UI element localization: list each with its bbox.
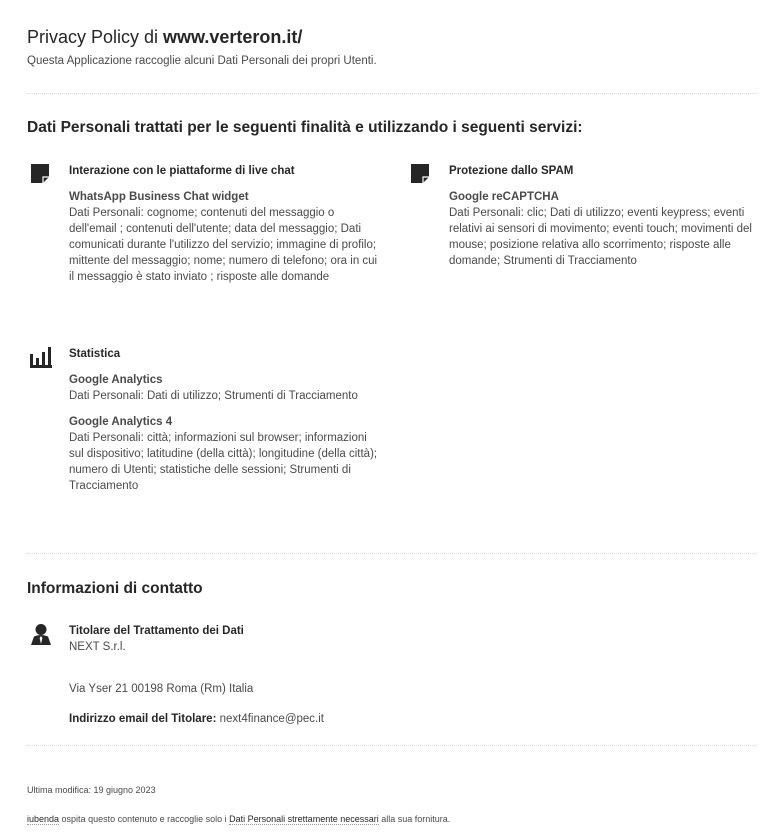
- purpose-title: Statistica: [69, 348, 121, 360]
- hosting-text: ospita questo contenuto e raccoglie solo i: [59, 814, 230, 824]
- necessary-data-link[interactable]: Dati Personali strettamente necessari: [229, 814, 379, 824]
- spam-protection-icon: [410, 163, 432, 185]
- iubenda-link[interactable]: iubenda: [27, 814, 60, 824]
- hosting-notice: [27, 813, 450, 825]
- service-name: WhatsApp Business Chat widget: [69, 191, 249, 203]
- hosting-text-end: alla sua fornitura.: [378, 814, 451, 824]
- service-data-list: Dati Personali: Dati di utilizzo; Strumenti di Tracciamento: [69, 390, 358, 402]
- owner-email: next4finance@pec.it: [219, 713, 324, 725]
- owner-address: Via Yser 21 00198 Roma (Rm) Italia: [69, 683, 254, 695]
- bar-chart-icon: [30, 346, 52, 368]
- last-modified: Ultima modifica: 19 giugno 2023: [27, 785, 156, 795]
- service-data-list: Dati Personali: cognome; contenuti del messaggio o dell'email ; contenuti dell'utente; data del messaggio; Dati comunicati durante l'utilizzo del servizio; immagine di profilo; mittente del messaggio; nome; numero di telefono; ora in cui il messaggio è stato inviato ; risposte alle domande: [69, 207, 378, 283]
- company-name: NEXT S.r.l.: [69, 641, 126, 653]
- service-entry: [69, 372, 379, 404]
- service-name: Google reCAPTCHA: [449, 191, 559, 203]
- purpose-title: Interazione con le piattaforme di live chat: [69, 165, 295, 177]
- owner-title: Titolare del Trattamento dei Dati: [69, 625, 244, 637]
- title-prefix: Privacy Policy di: [27, 27, 164, 47]
- title-domain: www.verteron.it/: [163, 27, 303, 47]
- purpose-title: Protezione dallo SPAM: [449, 165, 574, 177]
- divider: [27, 93, 757, 94]
- purposes-heading: Dati Personali trattati per le seguenti finalità e utilizzando i seguenti servizi:: [27, 119, 583, 136]
- person-icon: [30, 623, 52, 645]
- page-title: [27, 26, 302, 48]
- divider: [27, 553, 757, 554]
- divider: [27, 745, 757, 746]
- email-label: Indirizzo email del Titolare:: [69, 713, 217, 725]
- service-entry: [449, 189, 757, 269]
- contact-heading: Informazioni di contatto: [27, 580, 203, 597]
- service-entry: [69, 414, 379, 494]
- service-name: Google Analytics 4: [69, 416, 173, 428]
- intro-text: Questa Applicazione raccoglie alcuni Dati Personali dei propri Utenti.: [27, 55, 377, 67]
- service-name: Google Analytics: [69, 374, 163, 386]
- service-data-list: Dati Personali: città; informazioni sul browser; informazioni sul dispositivo; latitudine (della città); longitudine (della città); numero di Utenti; statistiche delle sessioni; Strumenti di Tracciamento: [69, 432, 378, 492]
- service-entry: [69, 189, 379, 285]
- chat-icon: [30, 163, 52, 185]
- owner-email-row: [69, 711, 719, 727]
- service-data-list: Dati Personali: clic; Dati di utilizzo; eventi keypress; eventi relativi ai sensori di movimento; eventi touch; movimenti del mouse; posizione relativa allo scorrimento; risposte alle domande; Strumenti di Tracciamento: [449, 207, 752, 267]
